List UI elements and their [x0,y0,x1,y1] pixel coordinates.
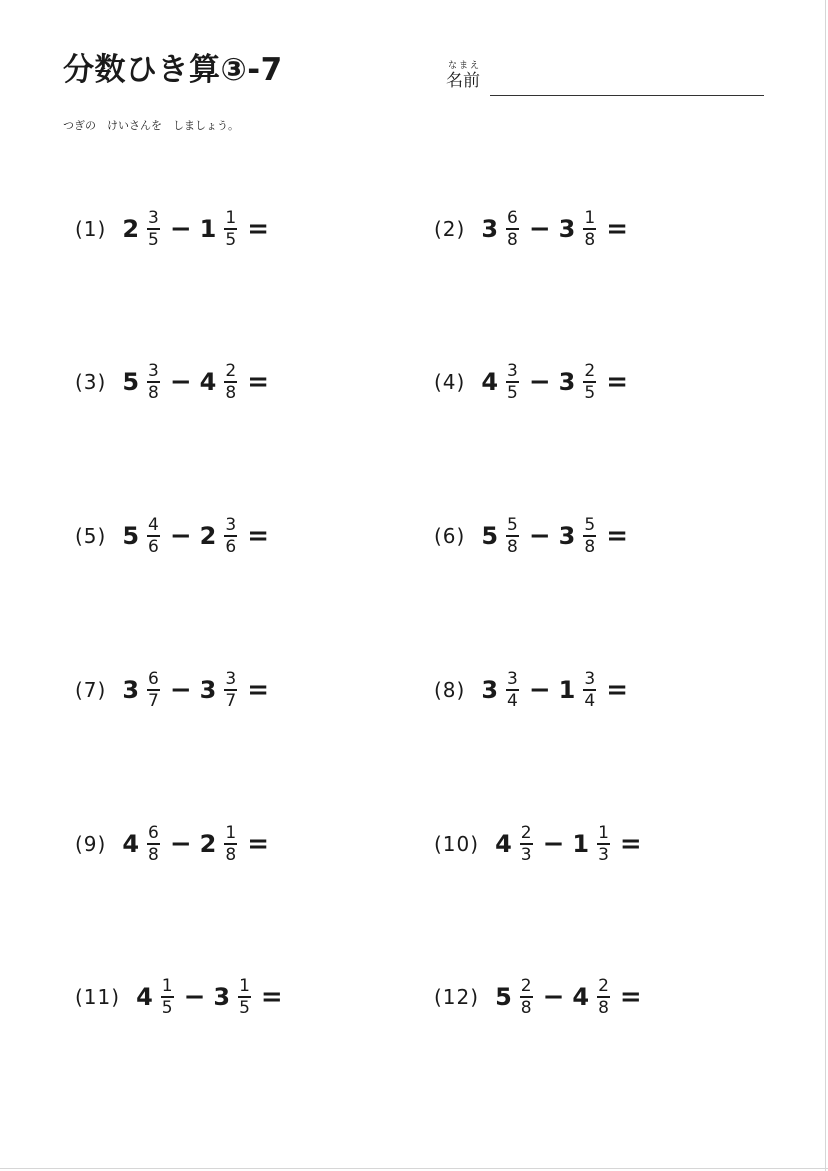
equals-sign: = [606,214,628,244]
problem-number: (3) [75,370,107,394]
fraction [596,977,611,1017]
fraction [146,209,161,249]
numerator: 6 [148,823,159,843]
equals-sign: = [247,829,269,859]
numerator: 6 [507,208,518,228]
problem [434,819,642,869]
numerator: 3 [507,669,518,689]
whole-number: 3 [481,676,499,704]
fraction [582,209,597,249]
minus-sign: − [183,982,206,1012]
problem [75,665,269,715]
minus-sign: − [528,214,551,244]
numerator: 3 [148,208,159,228]
minus-sign: − [528,521,551,551]
whole-number: 2 [122,215,140,243]
numerator: 4 [148,515,159,535]
denominator: 6 [225,537,237,557]
equals-sign: = [247,214,269,244]
denominator: 8 [148,845,159,865]
fraction [582,362,597,402]
numerator: 1 [239,976,250,996]
fraction [223,516,238,556]
denominator: 8 [148,383,159,403]
minus-sign: − [528,675,551,705]
name-write-line[interactable] [490,95,764,96]
whole-number: 3 [558,522,576,550]
denominator: 6 [148,537,159,557]
denominator: 5 [161,998,173,1018]
denominator: 8 [225,383,237,403]
whole-number: 2 [199,522,217,550]
problem-number: (1) [75,217,107,241]
numerator: 3 [225,515,237,535]
whole-number: 2 [199,830,217,858]
name-ruby: なまえ [448,61,482,71]
whole-number: 4 [199,368,217,396]
minus-sign: − [542,829,565,859]
numerator: 3 [584,669,596,689]
whole-number: 3 [199,676,217,704]
whole-number: 1 [558,676,576,704]
denominator: 4 [584,691,596,711]
problem [75,204,269,254]
problem-number: (9) [75,832,107,856]
denominator: 8 [507,230,518,250]
denominator: 8 [520,998,532,1018]
denominator: 4 [507,691,518,711]
equals-sign: = [260,982,283,1012]
whole-number: 5 [122,368,140,396]
equals-sign: = [606,675,628,705]
numerator: 5 [584,515,596,535]
denominator: 5 [148,230,159,250]
fraction [146,670,161,710]
minus-sign: − [528,367,551,397]
problem-number: (6) [434,524,466,548]
problem-number: (5) [75,524,107,548]
numerator: 2 [598,976,609,996]
problem-number: (2) [434,217,466,241]
problem [434,972,642,1022]
fraction [237,977,252,1017]
whole-number: 4 [495,830,512,858]
equals-sign: = [247,675,269,705]
problem-number: (8) [434,678,466,702]
numerator: 1 [598,823,609,843]
numerator: 1 [225,208,237,228]
fraction [596,824,611,864]
whole-number: 3 [122,676,140,704]
problem [75,819,269,869]
numerator: 2 [520,976,532,996]
page-edge [0,1168,828,1169]
numerator: 2 [520,823,532,843]
problem-number: (12) [434,985,480,1009]
whole-number: 4 [572,983,590,1011]
problem-number: (7) [75,678,107,702]
minus-sign: − [169,367,192,397]
numerator: 3 [507,361,518,381]
equals-sign: = [606,521,628,551]
problem [434,511,628,561]
whole-number: 4 [481,368,499,396]
problem [75,511,269,561]
whole-number: 3 [558,368,576,396]
denominator: 5 [239,998,250,1018]
fraction [146,362,161,402]
fraction [519,977,534,1017]
fraction [223,362,238,402]
denominator: 5 [584,383,596,403]
minus-sign: − [542,982,565,1012]
denominator: 8 [507,537,518,557]
problem [75,357,269,407]
numerator: 3 [225,669,237,689]
fraction [223,209,238,249]
fraction [160,977,175,1017]
minus-sign: − [169,521,192,551]
fraction [505,670,520,710]
numerator: 1 [161,976,173,996]
equals-sign: = [247,521,269,551]
fraction [519,824,534,864]
equals-sign: = [247,367,269,397]
denominator: 7 [225,691,237,711]
problem-number: (11) [75,985,121,1009]
minus-sign: − [169,829,192,859]
numerator: 1 [225,823,237,843]
whole-number: 1 [572,830,590,858]
fraction [505,516,520,556]
whole-number: 1 [199,215,217,243]
whole-number: 4 [122,830,140,858]
whole-number: 3 [213,983,231,1011]
fraction [146,516,161,556]
whole-number: 3 [481,215,499,243]
numerator: 3 [148,361,159,381]
whole-number: 3 [558,215,576,243]
numerator: 2 [225,361,237,381]
denominator: 3 [520,845,532,865]
whole-number: 5 [495,983,512,1011]
denominator: 8 [598,998,609,1018]
numerator: 5 [507,515,518,535]
equals-sign: = [606,367,628,397]
fraction [223,670,238,710]
instruction-text: つぎの けいさんを しましょう。 [63,119,239,132]
denominator: 3 [598,845,609,865]
denominator: 5 [225,230,237,250]
problem [434,204,628,254]
name-label: 名前 [446,71,480,91]
numerator: 6 [148,669,159,689]
denominator: 8 [225,845,237,865]
fraction [146,824,161,864]
page-edge [825,0,826,1171]
equals-sign: = [619,829,642,859]
numerator: 2 [584,361,596,381]
fraction [505,362,520,402]
fraction [505,209,520,249]
problem [75,972,283,1022]
problem-number: (4) [434,370,466,394]
numerator: 1 [584,208,596,228]
denominator: 8 [584,230,596,250]
whole-number: 5 [122,522,140,550]
problem [434,357,628,407]
fraction [223,824,238,864]
equals-sign: = [619,982,642,1012]
denominator: 5 [507,383,518,403]
minus-sign: − [169,675,192,705]
denominator: 7 [148,691,159,711]
minus-sign: − [169,214,192,244]
whole-number: 4 [136,983,153,1011]
fraction [582,670,597,710]
whole-number: 5 [481,522,499,550]
fraction [582,516,597,556]
problem-number: (10) [434,832,480,856]
problem [434,665,628,715]
worksheet-title: 分数ひき算③-7 [63,52,283,88]
denominator: 8 [584,537,596,557]
